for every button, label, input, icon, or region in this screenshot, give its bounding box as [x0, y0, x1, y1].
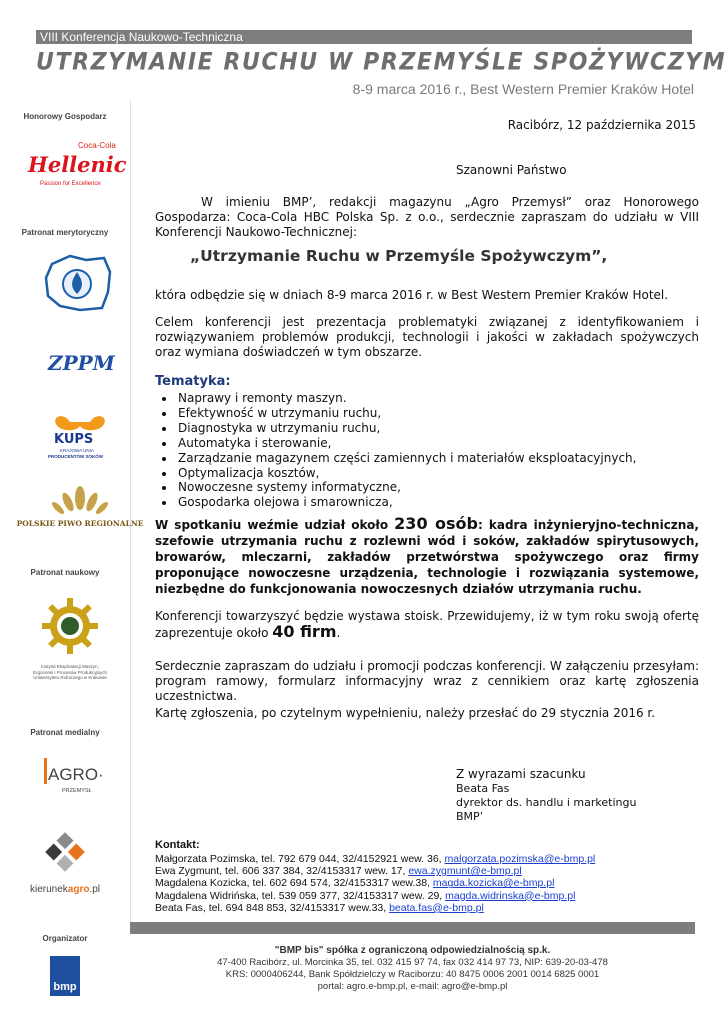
bmp-logo	[50, 956, 80, 996]
label-honorary-host: Honorowy Gospodarz	[23, 112, 107, 121]
conference-date-venue: 8-9 marca 2016 r., Best Western Premier Kraków Hotel	[352, 81, 694, 97]
topic-item: • Zarządzanie magazynem części zamiennych i materiałów eksploatacyjnych,	[176, 451, 636, 466]
email-link[interactable]: beata.fas@e-bmp.pl	[389, 901, 484, 914]
topic-item: • Automatyka i sterowanie,	[176, 436, 636, 451]
svg-text:POLSKIE PIWO REGIONALNE: POLSKIE PIWO REGIONALNE	[16, 519, 144, 528]
dates-paragraph: która odbędzie się w dniach 8-9 marca 2016 r. w Best Western Premier Kraków Hotel.	[155, 288, 669, 302]
letter-date: Racibórz, 12 października 2015	[507, 118, 696, 132]
conference-title: „Utrzymanie Ruchu w Przemyśle Spożywczym”,	[190, 247, 608, 265]
label-organizer: Organizator	[42, 934, 88, 943]
footer-krs: KRS: 0000406244, Bank Spółdzielczy w Raciborzu: 40 8475 0006 2001 0014 6825 0001	[225, 969, 600, 980]
conference-number: VIII Konferencja Naukowo-Techniczna	[40, 30, 243, 44]
signer-company: BMP’	[456, 810, 484, 823]
email-link[interactable]: ewa.zygmunt@e-bmp.pl	[408, 865, 522, 878]
footer-company: "BMP bis" spółka z ograniczoną odpowiedzialnością sp.k.	[274, 945, 551, 956]
svg-text:Coca-Cola: Coca-Cola	[78, 141, 116, 150]
conference-banner-title: UTRZYMANIE RUCHU W PRZEMYŚLE SPOŻYWCZYM	[36, 48, 726, 77]
topics-heading: Tematyka:	[155, 374, 231, 389]
hellenic-logo	[22, 136, 127, 192]
zppm-logo	[44, 344, 114, 378]
deadline-paragraph: Kartę zgłoszenia, po czytelnym wypełnieniu, należy przesłać do 29 stycznia 2016 r.	[155, 706, 656, 720]
topic-item: • Gospodarka olejowa i smarownicza,	[176, 495, 636, 510]
exhibition-paragraph: Konferencji towarzyszyć będzie wystawa stoisk. Przewidujemy, iż w tym roku swoją ofertę zaprezentuje około 40 firm.	[155, 609, 699, 641]
svg-text:bmp: bmp	[53, 981, 77, 993]
sidebar-patrons	[0, 100, 144, 993]
topic-item: • Diagnostyka w utrzymaniu ruchu,	[176, 421, 636, 436]
svg-text:kierunekagro.pl: kierunekagro.pl	[29, 884, 101, 895]
email-link[interactable]: magda.kozicka@e-bmp.pl	[432, 877, 555, 890]
contact-row: Magdalena Widrińska, tel. 539 059 377, 32/4153317 wew. 29, magda.widrinska@e-bmp.pl	[155, 889, 576, 902]
polskie-piwo-logo	[16, 480, 144, 536]
header-bar	[36, 30, 692, 44]
participants-paragraph: W spotkaniu weźmie udział około 230 osób: kadra inżynieryjno-techniczna, szefowie utrzymania ruchu z rozlewni wód i soków, zakładów spirytusowych, browarów, mleczarni, zakładów przetwórstwa spożywczego oraz firmy proponujące nowoczesne urządzenia, technologie i rozwiązania systemowe, niezbędne do funkcjonowania nowoczesnych działów utrzymania ruchu.	[155, 514, 699, 596]
contact-row: Beata Fas, tel. 694 848 853, 32/4153317 wew.33, beata.fas@e-bmp.pl	[155, 901, 484, 914]
signer-role: dyrektor ds. handlu i marketingu	[456, 796, 637, 809]
contacts-heading: Kontakt:	[155, 839, 200, 851]
footer-bar	[130, 922, 695, 934]
svg-text:Passion for Excellence: Passion for Excellence	[40, 181, 101, 187]
participants-count: 230 osób	[394, 514, 478, 533]
poland-map-icon	[42, 252, 114, 314]
signer-name: Beata Fas	[456, 782, 510, 795]
topics-list	[158, 391, 636, 510]
salutation: Szanowni Państwo	[456, 163, 567, 177]
topic-item: • Efektywność w utrzymaniu ruchu,	[176, 406, 636, 421]
svg-text:PRZEMYSŁ: PRZEMYSŁ	[62, 788, 92, 794]
agro-przemysl-logo	[40, 750, 116, 800]
contact-row: Magdalena Kozicka, tel. 602 694 574, 32/4153317 wew.38, magda.kozicka@e-bmp.pl	[155, 877, 555, 890]
kierunek-agro-logo	[12, 826, 118, 902]
label-scientific-patron: Patronat naukowy	[30, 568, 100, 577]
svg-text:AGRO·: AGRO·	[48, 765, 104, 784]
svg-text:KUPS: KUPS	[54, 432, 94, 447]
gear-icon	[40, 596, 100, 656]
svg-text:KRAJOWA UNIA: KRAJOWA UNIA	[60, 448, 94, 453]
label-content-patron: Patronat merytoryczny	[21, 228, 109, 237]
closing: Z wyrazami szacunku	[456, 767, 586, 781]
invite-paragraph: Serdecznie zapraszam do udziału i promocji podczas konferencji. W załączeniu przesyłam: program ramowy, formularz informacyjny wraz z cennikiem oraz kartę zgłoszenia uczestnictwa.	[155, 659, 699, 703]
footer	[130, 945, 695, 993]
email-link[interactable]: malgorzata.pozimska@e-bmp.pl	[444, 853, 596, 865]
topic-item: • Nowoczesne systemy informatyczne,	[176, 480, 636, 495]
contacts-list	[155, 853, 595, 914]
svg-text:ZPPM: ZPPM	[48, 351, 115, 375]
topic-item: • Optymalizacja kosztów,	[176, 466, 636, 481]
exhibition-count: 40 firm	[272, 622, 337, 641]
kups-logo	[42, 410, 118, 462]
contact-row: Ewa Zygmunt, tel. 606 337 384, 32/4153317 wew. 17, ewa.zygmunt@e-bmp.pl	[155, 865, 522, 878]
footer-portal: portal: agro.e-bmp.pl, e-mail: agro@e-bmp.pl	[317, 981, 508, 992]
label-media-patron: Patronat medialny	[30, 728, 100, 737]
institute-name: Instytut Eksploatacji Maszyn, Ergonomii i Procesów Produkcyjnych Uniwersytetu Rolniczego w Krakowie	[32, 664, 108, 680]
intro-paragraph: W imieniu BMP’, redakcji magazynu „Agro Przemysł” oraz Honorowego Gospodarza: Coca-Cola HBC Polska Sp. z o.o., serdecznie zapraszam do udziału w VIII Konferencji Naukowo-Technicznej:	[155, 195, 699, 239]
topic-item: • Naprawy i remonty maszyn.	[176, 391, 636, 406]
footer-address: 47-400 Racibórz, ul. Morcinka 35, tel. 032 415 97 74, fax 032 414 97 73, NIP: 639-20-03-478	[217, 957, 608, 968]
svg-text:PRODUCENTÓW SOKÓW: PRODUCENTÓW SOKÓW	[48, 454, 103, 459]
email-link[interactable]: magda.widrinska@e-bmp.pl	[445, 889, 576, 902]
contact-row: Małgorzata Pozimska, tel. 792 679 044, 32/4152921 wew. 36, malgorzata.pozimska@e-bmp.pl	[155, 853, 596, 865]
purpose-paragraph: Celem konferencji jest prezentacja problematyki związanej z identyfikowaniem i rozwiązywaniem problemów produkcji, technologii i jakości w zakładach spożywczych oraz wymiana doświadczeń w tym obszarze.	[155, 315, 699, 359]
svg-text:Hellenic: Hellenic	[28, 152, 127, 177]
